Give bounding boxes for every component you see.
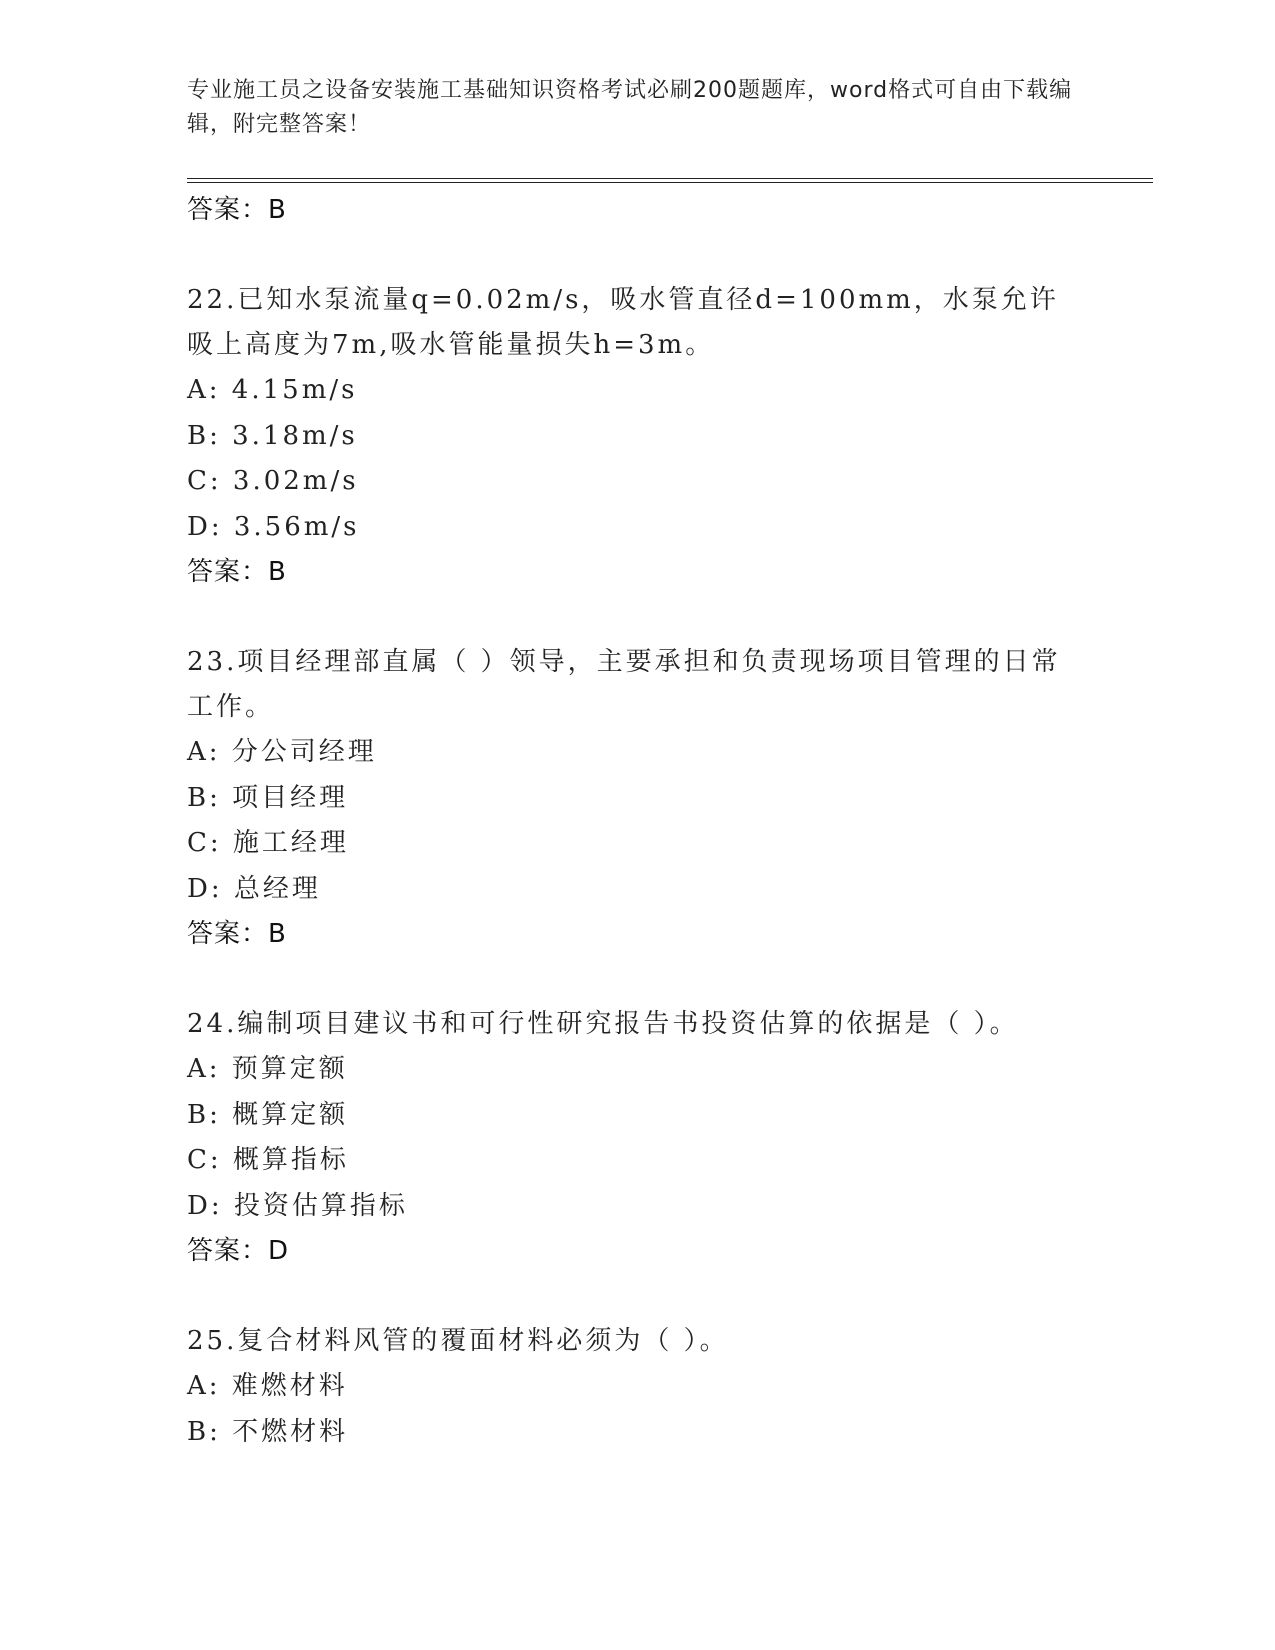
option-a: A: 预算定额 <box>187 1054 348 1084</box>
option-c: C: 施工经理 <box>187 828 349 858</box>
answer-line: 答案：B <box>187 557 287 587</box>
option-b: B: 项目经理 <box>187 782 349 813</box>
question-text: 22.已知水泵流量q=0.02m/s，吸水管直径d=100mm，水泵允许吸上高度为7m,吸水管能量损失h=3m。 <box>187 285 1059 360</box>
page-header: 专业施工员之设备安装施工基础知识资格考试必刷200题题库，word格式可自由下载编辑，附完整答案！ <box>187 78 1073 137</box>
question-item <box>187 1319 1087 1455</box>
question-text: 24.编制项目建议书和可行性研究报告书投资估算的依据是（ ）。 <box>187 1009 1019 1039</box>
option-c: C: 3.02m/s <box>187 466 359 496</box>
header-divider <box>187 178 1153 183</box>
question-text: 25.复合材料风管的覆面材料必须为（ ）。 <box>187 1326 729 1356</box>
option-a: A: 难燃材料 <box>187 1371 348 1401</box>
question-list <box>187 188 1087 1455</box>
question-item <box>187 640 1087 956</box>
answer-line: 答案：B <box>187 919 287 949</box>
option-d: D: 投资估算指标 <box>187 1190 408 1221</box>
option-d: D: 总经理 <box>187 873 321 904</box>
question-text: 23.项目经理部直属（ ）领导，主要承担和负责现场项目管理的日常工作。 <box>187 647 1061 722</box>
option-b: B: 概算定额 <box>187 1099 349 1130</box>
question-item <box>187 1002 1087 1273</box>
option-a: A: 4.15m/s <box>187 375 358 405</box>
option-a: A: 分公司经理 <box>187 737 377 767</box>
option-b: B: 不燃材料 <box>187 1416 349 1447</box>
answer-line: 答案：B <box>187 195 287 225</box>
option-d: D: 3.56m/s <box>187 511 360 542</box>
option-c: C: 概算指标 <box>187 1145 349 1175</box>
question-item <box>187 278 1087 594</box>
option-b: B: 3.18m/s <box>187 420 358 451</box>
answer-line: 答案：D <box>187 1236 290 1266</box>
